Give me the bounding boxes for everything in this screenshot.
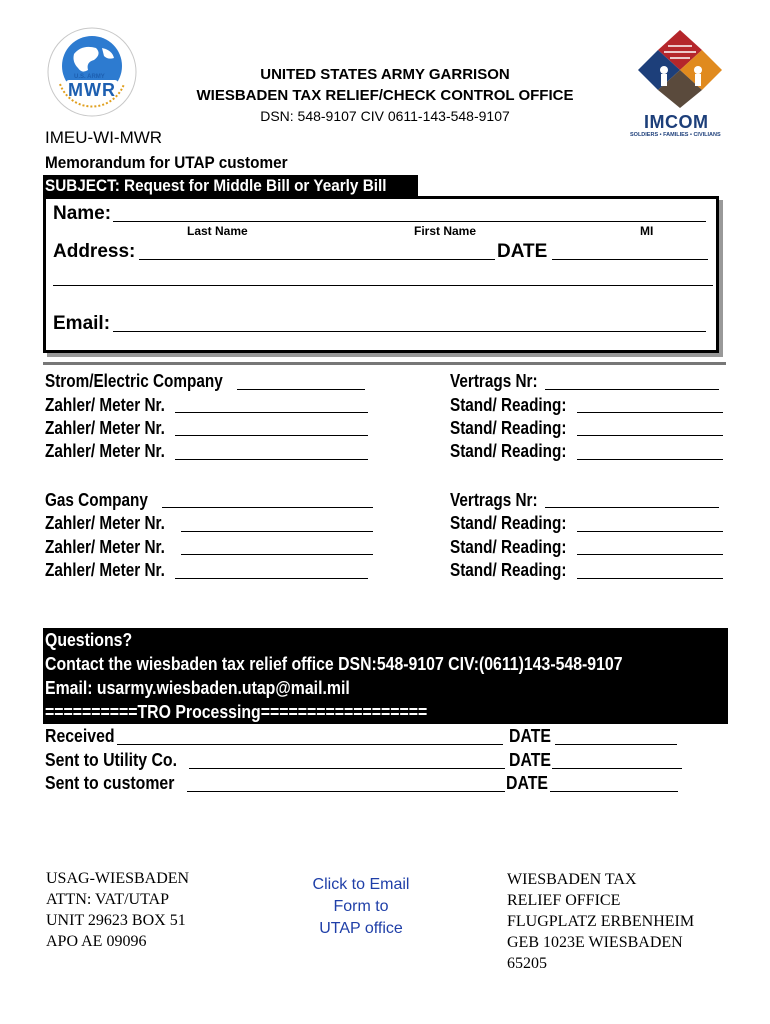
gas-meter-label-1: Zahler/ Meter Nr.: [45, 513, 165, 533]
office-address-line: GEB 1023E WIESBADEN: [507, 934, 683, 951]
address-label: Address:: [53, 241, 136, 262]
email-form-button[interactable]: [296, 874, 426, 940]
email-form-button-line: Click to Email: [312, 876, 410, 893]
electric-reading-field-1[interactable]: [577, 398, 723, 413]
email-label: Email:: [53, 313, 111, 334]
electric-meter-label-2: Zahler/ Meter Nr.: [45, 418, 165, 438]
first-name-caption: First Name: [414, 224, 477, 238]
gas-meter-label-2: Zahler/ Meter Nr.: [45, 537, 165, 557]
electric-reading-label-1: Stand/ Reading:: [450, 395, 567, 415]
address-field-line2[interactable]: [53, 269, 713, 286]
office-address-line: RELIEF OFFICE: [507, 892, 621, 909]
mwr-logo-top-text: U.S. ARMY: [74, 74, 105, 80]
received-label: Received: [45, 726, 115, 746]
gas-reading-label-3: Stand/ Reading:: [450, 560, 567, 580]
office-address: [507, 869, 694, 974]
gas-reading-field-1[interactable]: [577, 517, 723, 532]
office-address-line: WIESBADEN TAX: [507, 871, 637, 888]
questions-line-2: Contact the wiesbaden tax relief office DSN:548-9107 CIV:(0611)143-548-9107: [45, 654, 623, 674]
memo-line: Memorandum for UTAP customer: [45, 153, 288, 172]
sent-utility-date-field[interactable]: [552, 754, 682, 769]
electric-meter-field-3[interactable]: [175, 445, 368, 460]
questions-line-1: Questions?: [45, 630, 133, 650]
sent-customer-label: Sent to customer: [45, 773, 175, 793]
sent-customer-date-label: DATE: [506, 773, 548, 793]
address-field[interactable]: [139, 243, 495, 260]
office-code: IMEU-WI-MWR: [45, 128, 163, 147]
email-field[interactable]: [113, 315, 706, 332]
sent-customer-field[interactable]: [187, 777, 505, 792]
electric-company-label: Strom/Electric Company: [45, 371, 223, 391]
electric-reading-label-2: Stand/ Reading:: [450, 418, 567, 438]
electric-meter-label-3: Zahler/ Meter Nr.: [45, 441, 165, 461]
gas-company-field[interactable]: [162, 493, 373, 508]
sent-utility-label: Sent to Utility Co.: [45, 750, 177, 770]
gas-reading-label-1: Stand/ Reading:: [450, 513, 567, 533]
electric-reading-field-2[interactable]: [577, 421, 723, 436]
email-form-button-line: UTAP office: [319, 920, 403, 937]
received-date-label: DATE: [509, 726, 551, 746]
gas-reading-field-2[interactable]: [577, 540, 723, 555]
name-field[interactable]: [113, 205, 706, 222]
gas-meter-label-3: Zahler/ Meter Nr.: [45, 560, 165, 580]
electric-contract-field[interactable]: [545, 375, 719, 390]
mwr-logo-main-text: MWR: [68, 80, 116, 100]
sent-utility-field[interactable]: [189, 754, 505, 769]
mailing-address-line: ATTN: VAT/UTAP: [46, 891, 170, 908]
address-date-field[interactable]: [552, 243, 708, 260]
electric-meter-label-1: Zahler/ Meter Nr.: [45, 395, 165, 415]
address-date-label: DATE: [497, 241, 548, 262]
electric-meter-field-2[interactable]: [175, 421, 368, 436]
email-form-button-line: Form to: [333, 898, 389, 915]
electric-contract-label: Vertrags Nr:: [450, 371, 538, 391]
tro-processing-line: ==========TRO Processing==================: [45, 702, 428, 722]
mailing-address: [46, 868, 189, 952]
imcom-logo-tagline: SOLDIERS • FAMILIES • CIVILIANS: [630, 132, 721, 138]
electric-reading-field-3[interactable]: [577, 445, 723, 460]
mailing-address-line: UNIT 29623 BOX 51: [46, 912, 186, 929]
office-address-line: 65205: [507, 955, 547, 972]
received-date-field[interactable]: [555, 730, 677, 745]
electric-company-field[interactable]: [237, 375, 365, 390]
mailing-address-line: USAG-WIESBADEN: [46, 870, 190, 887]
gas-meter-field-3[interactable]: [175, 564, 368, 579]
gas-company-label: Gas Company: [45, 490, 148, 510]
received-field[interactable]: [117, 730, 503, 745]
imcom-logo-text: IMCOM: [644, 112, 709, 132]
gas-contract-label: Vertrags Nr:: [450, 490, 538, 510]
header-dsn-line: DSN: 548-9107 CIV 0611-143-548-9107: [260, 108, 510, 124]
subject-text: SUBJECT: Request for Middle Bill or Yearly Bill: [45, 176, 387, 195]
header-title-line2: WIESBADEN TAX RELIEF/CHECK CONTROL OFFICE: [196, 87, 574, 104]
electric-reading-label-3: Stand/ Reading:: [450, 441, 567, 461]
name-label: Name:: [53, 203, 112, 224]
sent-customer-date-field[interactable]: [550, 777, 678, 792]
gas-contract-field[interactable]: [545, 493, 719, 508]
mi-caption: MI: [640, 224, 654, 238]
gas-meter-field-1[interactable]: [181, 517, 373, 532]
header-title-line1: UNITED STATES ARMY GARRISON: [260, 66, 510, 83]
electric-meter-field-1[interactable]: [175, 398, 368, 413]
gas-reading-field-3[interactable]: [577, 564, 723, 579]
office-address-line: FLUGPLATZ ERBENHEIM: [507, 913, 695, 930]
gas-meter-field-2[interactable]: [181, 540, 373, 555]
imcom-logo: [628, 26, 732, 140]
last-name-caption: Last Name: [187, 224, 248, 238]
section-divider: [43, 362, 726, 365]
questions-email-line: Email: usarmy.wiesbaden.utap@mail.mil: [45, 678, 350, 698]
gas-reading-label-2: Stand/ Reading:: [450, 537, 567, 557]
mailing-address-line: APO AE 09096: [46, 933, 147, 950]
sent-utility-date-label: DATE: [509, 750, 551, 770]
